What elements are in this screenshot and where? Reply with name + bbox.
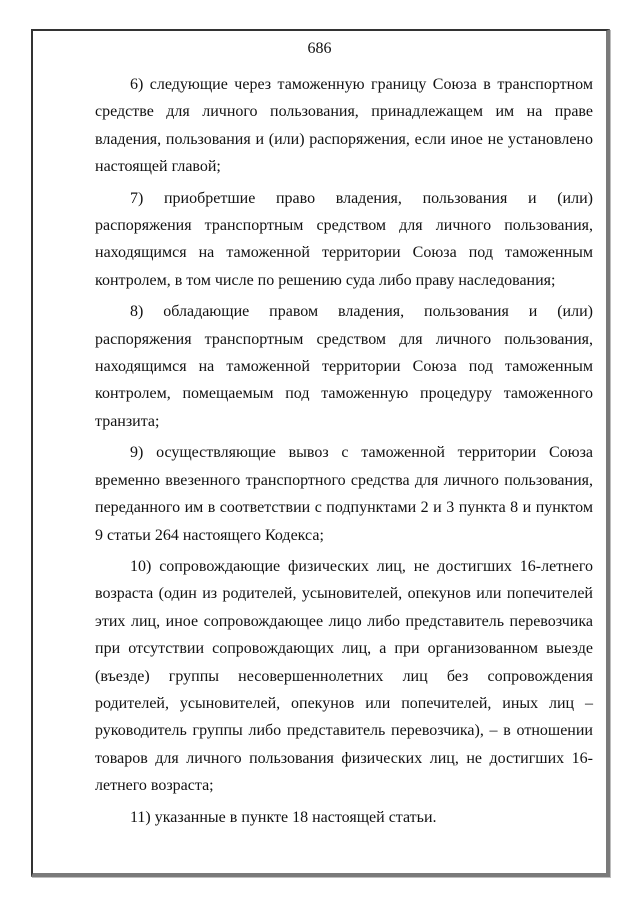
paragraph-item-7: 7) приобретшие право владения, пользования и (или) распоряжения транспортным средством для личного пользования, находящимся на таможенной территории Союза под таможенным контролем, в том числе по решению суда либо праву наследования; (95, 189, 593, 289)
page-number: 686 (307, 40, 332, 57)
paragraph-item-10: 10) сопровождающие физических лиц, не достигших 16-летнего возраста (один из родителей, усыновителей, опекунов или попечителей этих лиц, иное сопровождающее лицо либо представитель перевозчика при отсутствии сопровождающих лиц, а при организованном выезде (въезде) группы несовершеннолетних лиц без сопровождения родителей, усыновителей, опекунов или попечителей, иных лиц – руководитель группы либо представитель перевозчика), – в отношении товаров для личного пользования физических лиц, не достигших 16-летнего возраста; (95, 557, 593, 795)
paragraph-item-8: 8) обладающие правом владения, пользования и (или) распоряжения транспортным средством для личного пользования, находящимся на таможенной территории Союза под таможенным контролем, помещаемым под таможенную процедуру таможенного транзита; (95, 303, 593, 430)
page-frame (31, 29, 610, 877)
paragraph-item-6: 6) следующие через таможенную границу Союза в транспортном средстве для личного пользования, принадлежащем им на праве владения, пользования и (или) распоряжения, если иное не установлено настоящей главой; (95, 76, 593, 176)
paragraph-item-11: 11) указанные в пункте 18 настоящей статьи. (130, 808, 437, 826)
paragraph-item-9: 9) осуществляющие вывоз с таможенной территории Союза временно ввезенного транспортного средства для личного пользования, переданного им в соответствии с подпунктами 2 и 3 пункта 8 и пунктом 9 статьи 264 настоящего Кодекса; (95, 444, 593, 544)
document-body (95, 71, 593, 831)
